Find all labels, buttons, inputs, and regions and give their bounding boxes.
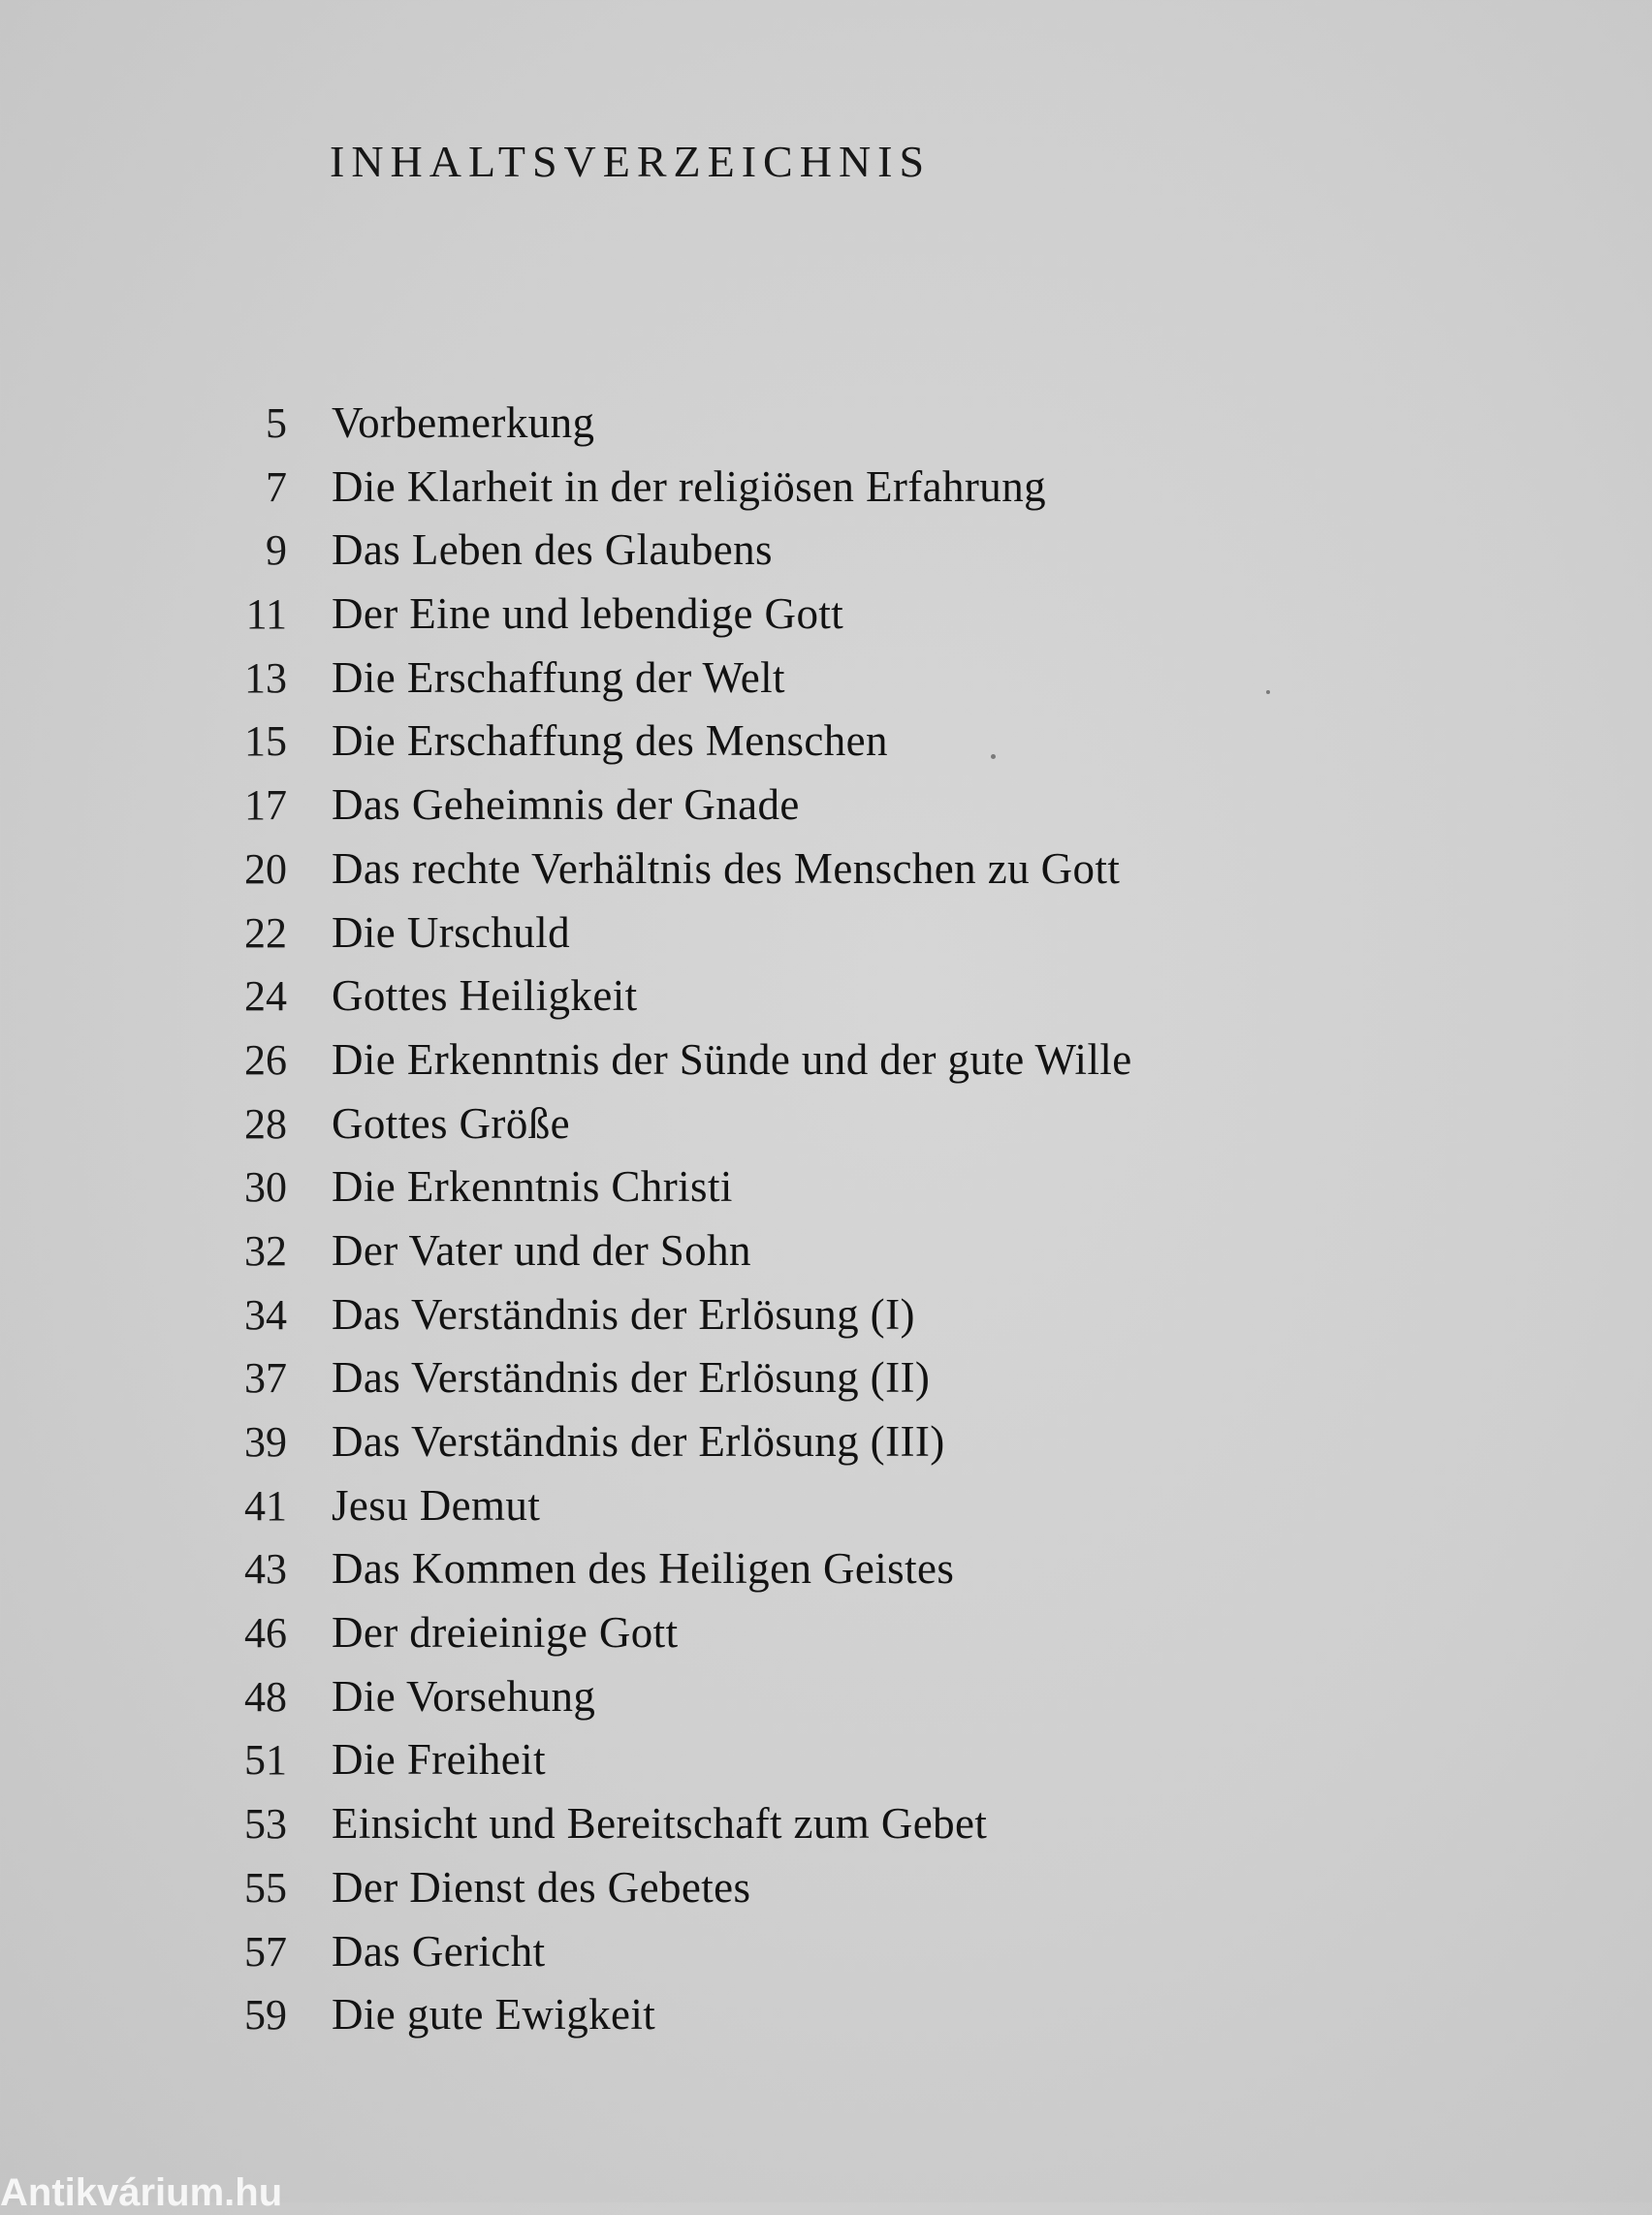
toc-entry [213, 524, 1377, 588]
toc-page-number: 26 [244, 1035, 287, 1084]
toc-entry [213, 1671, 1377, 1735]
toc-page-number: 37 [244, 1354, 287, 1403]
toc-entry [213, 1352, 1377, 1416]
toc-entry-title: Das Geheimnis der Gnade [332, 780, 800, 830]
toc-entry [213, 843, 1377, 907]
toc-entry-title: Das Kommen des Heiligen Geistes [332, 1544, 955, 1594]
toc-entry-title: Die Freiheit [332, 1735, 546, 1785]
toc-entry [213, 1543, 1377, 1607]
toc-page-number: 28 [244, 1099, 287, 1148]
toc-page-number: 55 [244, 1863, 287, 1912]
toc-page-number: 41 [244, 1481, 287, 1530]
toc-page-number: 15 [244, 717, 287, 766]
toc-entry [213, 1034, 1377, 1098]
toc-page-number: 51 [244, 1736, 287, 1785]
toc-entry-title: Das rechte Verhältnis des Menschen zu Gott [332, 843, 1121, 893]
toc-entry-title: Das Verständnis der Erlösung (II) [332, 1353, 931, 1403]
toc-entry [213, 779, 1377, 843]
toc-entry-title: Der Vater und der Sohn [332, 1225, 751, 1275]
toc-page-number: 9 [266, 526, 287, 575]
toc-entry-title: Gottes Heiligkeit [332, 971, 638, 1021]
toc-entry [213, 1416, 1377, 1480]
toc-entry-title: Gottes Größe [332, 1098, 570, 1148]
toc-page-number: 57 [244, 1927, 287, 1976]
table-of-contents [213, 397, 1377, 2053]
toc-entry-title: Das Verständnis der Erlösung (I) [332, 1289, 915, 1339]
toc-page-number: 24 [244, 972, 287, 1021]
toc-entry [213, 652, 1377, 716]
toc-entry-title: Einsicht und Bereitschaft zum Gebet [332, 1799, 988, 1849]
toc-entry-title: Der Eine und lebendige Gott [332, 589, 844, 639]
toc-entry-title: Die Vorsehung [332, 1671, 596, 1721]
toc-page-number: 59 [244, 1991, 287, 2040]
toc-entry-title: Das Leben des Glaubens [332, 525, 773, 575]
toc-entry [213, 1798, 1377, 1862]
toc-entry [213, 1225, 1377, 1289]
toc-page-number: 5 [266, 399, 287, 447]
toc-page-number: 32 [244, 1226, 287, 1275]
toc-page-number: 34 [244, 1290, 287, 1339]
toc-entry-title: Die gute Ewigkeit [332, 1990, 656, 2040]
paper-speck [991, 754, 996, 759]
toc-page-number: 30 [244, 1163, 287, 1212]
toc-page-number: 11 [245, 590, 287, 639]
toc-entry [213, 461, 1377, 525]
toc-entry [213, 715, 1377, 779]
toc-entry-title: Das Gericht [332, 1926, 546, 1976]
toc-page-number: 17 [244, 781, 287, 830]
toc-entry [213, 970, 1377, 1034]
toc-entry-title: Die Klarheit in der religiösen Erfahrung [332, 461, 1046, 511]
toc-entry-title: Die Erkenntnis Christi [332, 1162, 733, 1212]
toc-entry [213, 1098, 1377, 1162]
toc-entry-title: Die Erschaffung des Menschen [332, 716, 888, 766]
toc-page-number: 13 [244, 653, 287, 702]
toc-page-number: 22 [244, 908, 287, 957]
toc-page-number: 53 [244, 1800, 287, 1849]
toc-entry-title: Der Dienst des Gebetes [332, 1862, 751, 1912]
toc-entry-title: Das Verständnis der Erlösung (III) [332, 1417, 945, 1466]
toc-page-number: 7 [266, 462, 287, 511]
paper-speck [1266, 690, 1270, 694]
toc-entry-title: Die Erschaffung der Welt [332, 652, 785, 702]
toc-entry [213, 588, 1377, 652]
toc-entry-title: Vorbemerkung [332, 398, 595, 447]
toc-entry [213, 397, 1377, 461]
toc-entry [213, 1480, 1377, 1544]
toc-page-number: 20 [244, 844, 287, 893]
toc-page-number: 39 [244, 1418, 287, 1466]
toc-entry [213, 1289, 1377, 1353]
toc-entry [213, 1161, 1377, 1225]
toc-entry [213, 1734, 1377, 1798]
toc-entry [213, 907, 1377, 971]
toc-page-number: 43 [244, 1545, 287, 1594]
toc-entry-title: Jesu Demut [332, 1480, 541, 1530]
toc-page-number: 46 [244, 1609, 287, 1658]
toc-entry [213, 1926, 1377, 1990]
watermark: Antikvárium.hu [0, 2171, 283, 2214]
toc-entry-title: Der dreieinige Gott [332, 1608, 679, 1658]
page-title: INHALTSVERZEICHNIS [330, 137, 932, 186]
toc-entry [213, 1989, 1377, 2053]
toc-entry-title: Die Erkenntnis der Sünde und der gute Wille [332, 1034, 1132, 1084]
toc-entry [213, 1862, 1377, 1926]
toc-entry-title: Die Urschuld [332, 907, 570, 957]
toc-page-number: 48 [244, 1672, 287, 1721]
toc-entry [213, 1607, 1377, 1671]
